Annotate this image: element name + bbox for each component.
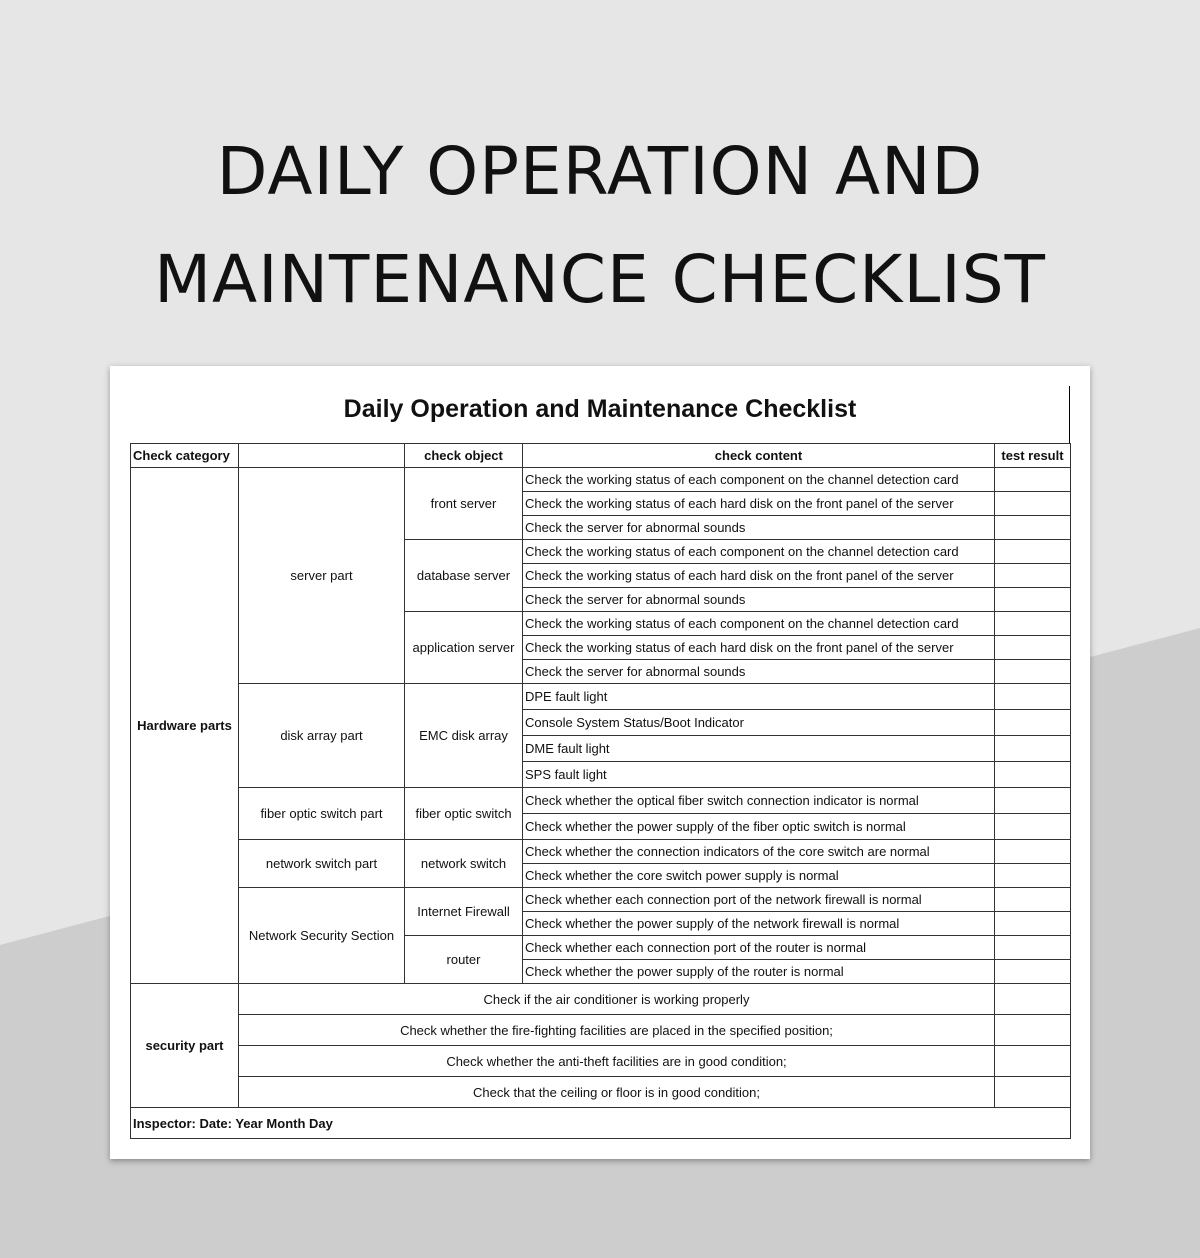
- checklist-table: [130, 443, 1071, 1139]
- table-row: [131, 468, 1071, 492]
- header-row: [131, 444, 1071, 468]
- check-content-cell: Check the working status of each component on the channel detection card: [523, 612, 995, 636]
- check-content-cell: Check the working status of each component on the channel detection card: [523, 468, 995, 492]
- header-part: [239, 444, 405, 468]
- check-content-cell: Check whether the anti-theft facilities are in good condition;: [239, 1046, 995, 1077]
- banner-line-1: DAILY OPERATION AND: [216, 133, 984, 210]
- table-row: [131, 840, 1071, 864]
- check-content-cell: Check whether each connection port of the network firewall is normal: [523, 888, 995, 912]
- check-content-cell: Check the working status of each hard disk on the front panel of the server: [523, 636, 995, 660]
- part-fiber-optic-switch: fiber optic switch part: [239, 788, 405, 840]
- test-result-cell[interactable]: [995, 588, 1071, 612]
- check-content-cell: Check whether the connection indicators of the core switch are normal: [523, 840, 995, 864]
- check-content-cell: Check if the air conditioner is working properly: [239, 984, 995, 1015]
- check-content-cell: Console System Status/Boot Indicator: [523, 710, 995, 736]
- check-content-cell: Check whether each connection port of the router is normal: [523, 936, 995, 960]
- test-result-cell[interactable]: [995, 888, 1071, 912]
- test-result-cell[interactable]: [995, 660, 1071, 684]
- header-check-object: check object: [405, 444, 523, 468]
- test-result-cell[interactable]: [995, 492, 1071, 516]
- test-result-cell[interactable]: [995, 912, 1071, 936]
- header-check-category: Check category: [131, 444, 239, 468]
- table-row: [131, 684, 1071, 710]
- table-row: [131, 1077, 1071, 1108]
- test-result-cell[interactable]: [995, 984, 1071, 1015]
- check-content-cell: Check that the ceiling or floor is in good condition;: [239, 1077, 995, 1108]
- part-network-security: Network Security Section: [239, 888, 405, 984]
- check-content-cell: Check whether the power supply of the router is normal: [523, 960, 995, 984]
- banner-heading: [0, 118, 1200, 334]
- table-row: [131, 788, 1071, 814]
- table-row: [131, 1015, 1071, 1046]
- table-row: [131, 888, 1071, 912]
- object-front-server: front server: [405, 468, 523, 540]
- part-network-switch: network switch part: [239, 840, 405, 888]
- test-result-cell[interactable]: [995, 612, 1071, 636]
- test-result-cell[interactable]: [995, 1046, 1071, 1077]
- check-content-cell: Check the working status of each hard disk on the front panel of the server: [523, 564, 995, 588]
- check-content-cell: Check whether the optical fiber switch connection indicator is normal: [523, 788, 995, 814]
- document-title: Daily Operation and Maintenance Checklist: [343, 395, 857, 423]
- header-check-content: check content: [523, 444, 995, 468]
- category-hardware-parts: Hardware parts: [131, 468, 239, 984]
- object-emc-disk-array: EMC disk array: [405, 684, 523, 788]
- test-result-cell[interactable]: [995, 710, 1071, 736]
- check-content-cell: Check the server for abnormal sounds: [523, 588, 995, 612]
- check-content-cell: DME fault light: [523, 736, 995, 762]
- test-result-cell[interactable]: [995, 1077, 1071, 1108]
- part-disk-array: disk array part: [239, 684, 405, 788]
- test-result-cell[interactable]: [995, 564, 1071, 588]
- test-result-cell[interactable]: [995, 840, 1071, 864]
- check-content-cell: DPE fault light: [523, 684, 995, 710]
- test-result-cell[interactable]: [995, 684, 1071, 710]
- object-fiber-optic-switch: fiber optic switch: [405, 788, 523, 840]
- object-application-server: application server: [405, 612, 523, 684]
- test-result-cell[interactable]: [995, 468, 1071, 492]
- test-result-cell[interactable]: [995, 936, 1071, 960]
- banner-line-2: MAINTENANCE CHECKLIST: [154, 241, 1046, 318]
- object-database-server: database server: [405, 540, 523, 612]
- object-network-switch: network switch: [405, 840, 523, 888]
- test-result-cell[interactable]: [995, 864, 1071, 888]
- check-content-cell: Check the working status of each hard disk on the front panel of the server: [523, 492, 995, 516]
- test-result-cell[interactable]: [995, 788, 1071, 814]
- test-result-cell[interactable]: [995, 1015, 1071, 1046]
- test-result-cell[interactable]: [995, 814, 1071, 840]
- check-content-cell: Check whether the fire-fighting facilities are placed in the specified position;: [239, 1015, 995, 1046]
- part-server: server part: [239, 468, 405, 684]
- check-content-cell: SPS fault light: [523, 762, 995, 788]
- object-internet-firewall: Internet Firewall: [405, 888, 523, 936]
- test-result-cell[interactable]: [995, 736, 1071, 762]
- footer-row: [131, 1108, 1071, 1139]
- category-security-part: security part: [131, 984, 239, 1108]
- inspector-date-line[interactable]: Inspector: Date: Year Month Day: [131, 1108, 1071, 1139]
- test-result-cell[interactable]: [995, 762, 1071, 788]
- object-router: router: [405, 936, 523, 984]
- table-row: [131, 1046, 1071, 1077]
- test-result-cell[interactable]: [995, 960, 1071, 984]
- test-result-cell[interactable]: [995, 516, 1071, 540]
- check-content-cell: Check whether the power supply of the fiber optic switch is normal: [523, 814, 995, 840]
- check-content-cell: Check the server for abnormal sounds: [523, 516, 995, 540]
- check-content-cell: Check the server for abnormal sounds: [523, 660, 995, 684]
- header-test-result: test result: [995, 444, 1071, 468]
- table-row: [131, 984, 1071, 1015]
- check-content-cell: Check whether the core switch power supply is normal: [523, 864, 995, 888]
- check-content-cell: Check whether the power supply of the network firewall is normal: [523, 912, 995, 936]
- test-result-cell[interactable]: [995, 540, 1071, 564]
- check-content-cell: Check the working status of each component on the channel detection card: [523, 540, 995, 564]
- test-result-cell[interactable]: [995, 636, 1071, 660]
